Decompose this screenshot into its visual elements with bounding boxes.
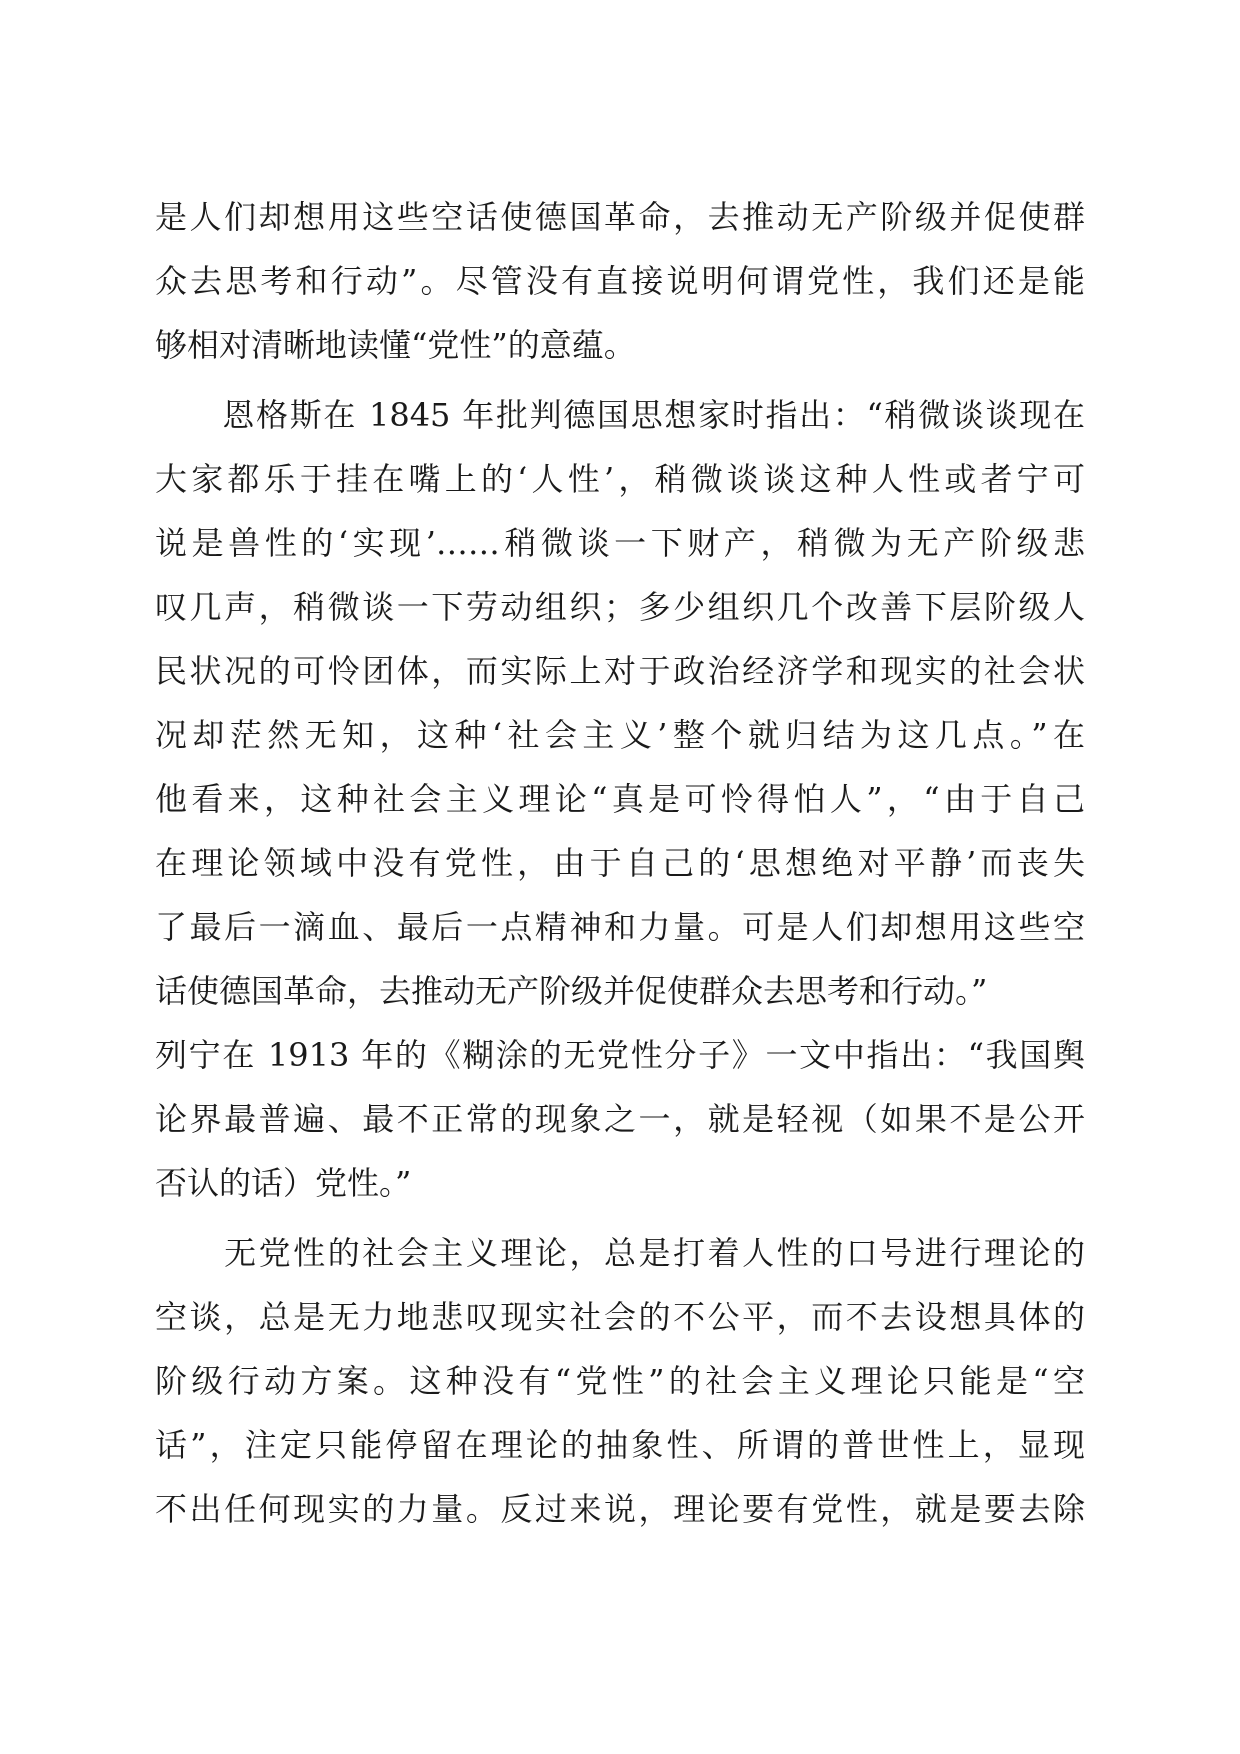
text-line: 是人们却想用这些空话使德国革命，去推动无产阶级并促使群 bbox=[155, 198, 1085, 236]
text-line: 无党性的社会主义理论，总是打着人性的口号进行理论的 bbox=[155, 1234, 1085, 1272]
text-line: 否认的话）党性。” bbox=[155, 1164, 412, 1202]
text-line: 够相对清晰地读懂“党性”的意蕴。 bbox=[155, 326, 636, 364]
document-body bbox=[155, 185, 1085, 1541]
text-line: 阶级行动方案。这种没有“党性”的社会主义理论只能是“空 bbox=[155, 1362, 1085, 1400]
text-line: 他看来，这种社会主义理论“真是可怜得怕人”，“由于自己 bbox=[155, 780, 1085, 818]
text-line: 说是兽性的‘实现’……稍微谈一下财产，稍微为无产阶级悲 bbox=[155, 524, 1085, 562]
text-line: 论界最普遍、最不正常的现象之一，就是轻视（如果不是公开 bbox=[155, 1100, 1085, 1138]
paragraph-1 bbox=[155, 185, 1085, 377]
text-line: 不出任何现实的力量。反过来说，理论要有党性，就是要去除 bbox=[155, 1490, 1085, 1528]
paragraph-3 bbox=[155, 1221, 1085, 1541]
text-line: 大家都乐于挂在嘴上的‘人性’，稍微谈谈这种人性或者宁可 bbox=[155, 460, 1085, 498]
text-line: 列宁在 1913 年的《糊涂的无党性分子》一文中指出：“我国舆 bbox=[155, 1036, 1085, 1074]
text-line: 况却茫然无知，这种‘社会主义’整个就归结为这几点。”在 bbox=[155, 716, 1085, 754]
text-line: 恩格斯在 1845 年批判德国思想家时指出：“稍微谈谈现在 bbox=[155, 396, 1085, 434]
text-line: 了最后一滴血、最后一点精神和力量。可是人们却想用这些空 bbox=[155, 908, 1085, 946]
text-line: 在理论领域中没有党性，由于自己的‘思想绝对平静’而丧失 bbox=[155, 844, 1085, 882]
text-line: 众去思考和行动”。尽管没有直接说明何谓党性，我们还是能 bbox=[155, 262, 1085, 300]
text-line: 话使德国革命，去推动无产阶级并促使群众去思考和行动。” bbox=[155, 972, 988, 1010]
text-line: 话”，注定只能停留在理论的抽象性、所谓的普世性上，显现 bbox=[155, 1426, 1085, 1464]
text-line: 空谈，总是无力地悲叹现实社会的不公平，而不去设想具体的 bbox=[155, 1298, 1085, 1336]
text-line: 叹几声，稍微谈一下劳动组织；多少组织几个改善下层阶级人 bbox=[155, 588, 1085, 626]
text-line: 民状况的可怜团体，而实际上对于政治经济学和现实的社会状 bbox=[155, 652, 1085, 690]
paragraph-2 bbox=[155, 383, 1085, 1215]
